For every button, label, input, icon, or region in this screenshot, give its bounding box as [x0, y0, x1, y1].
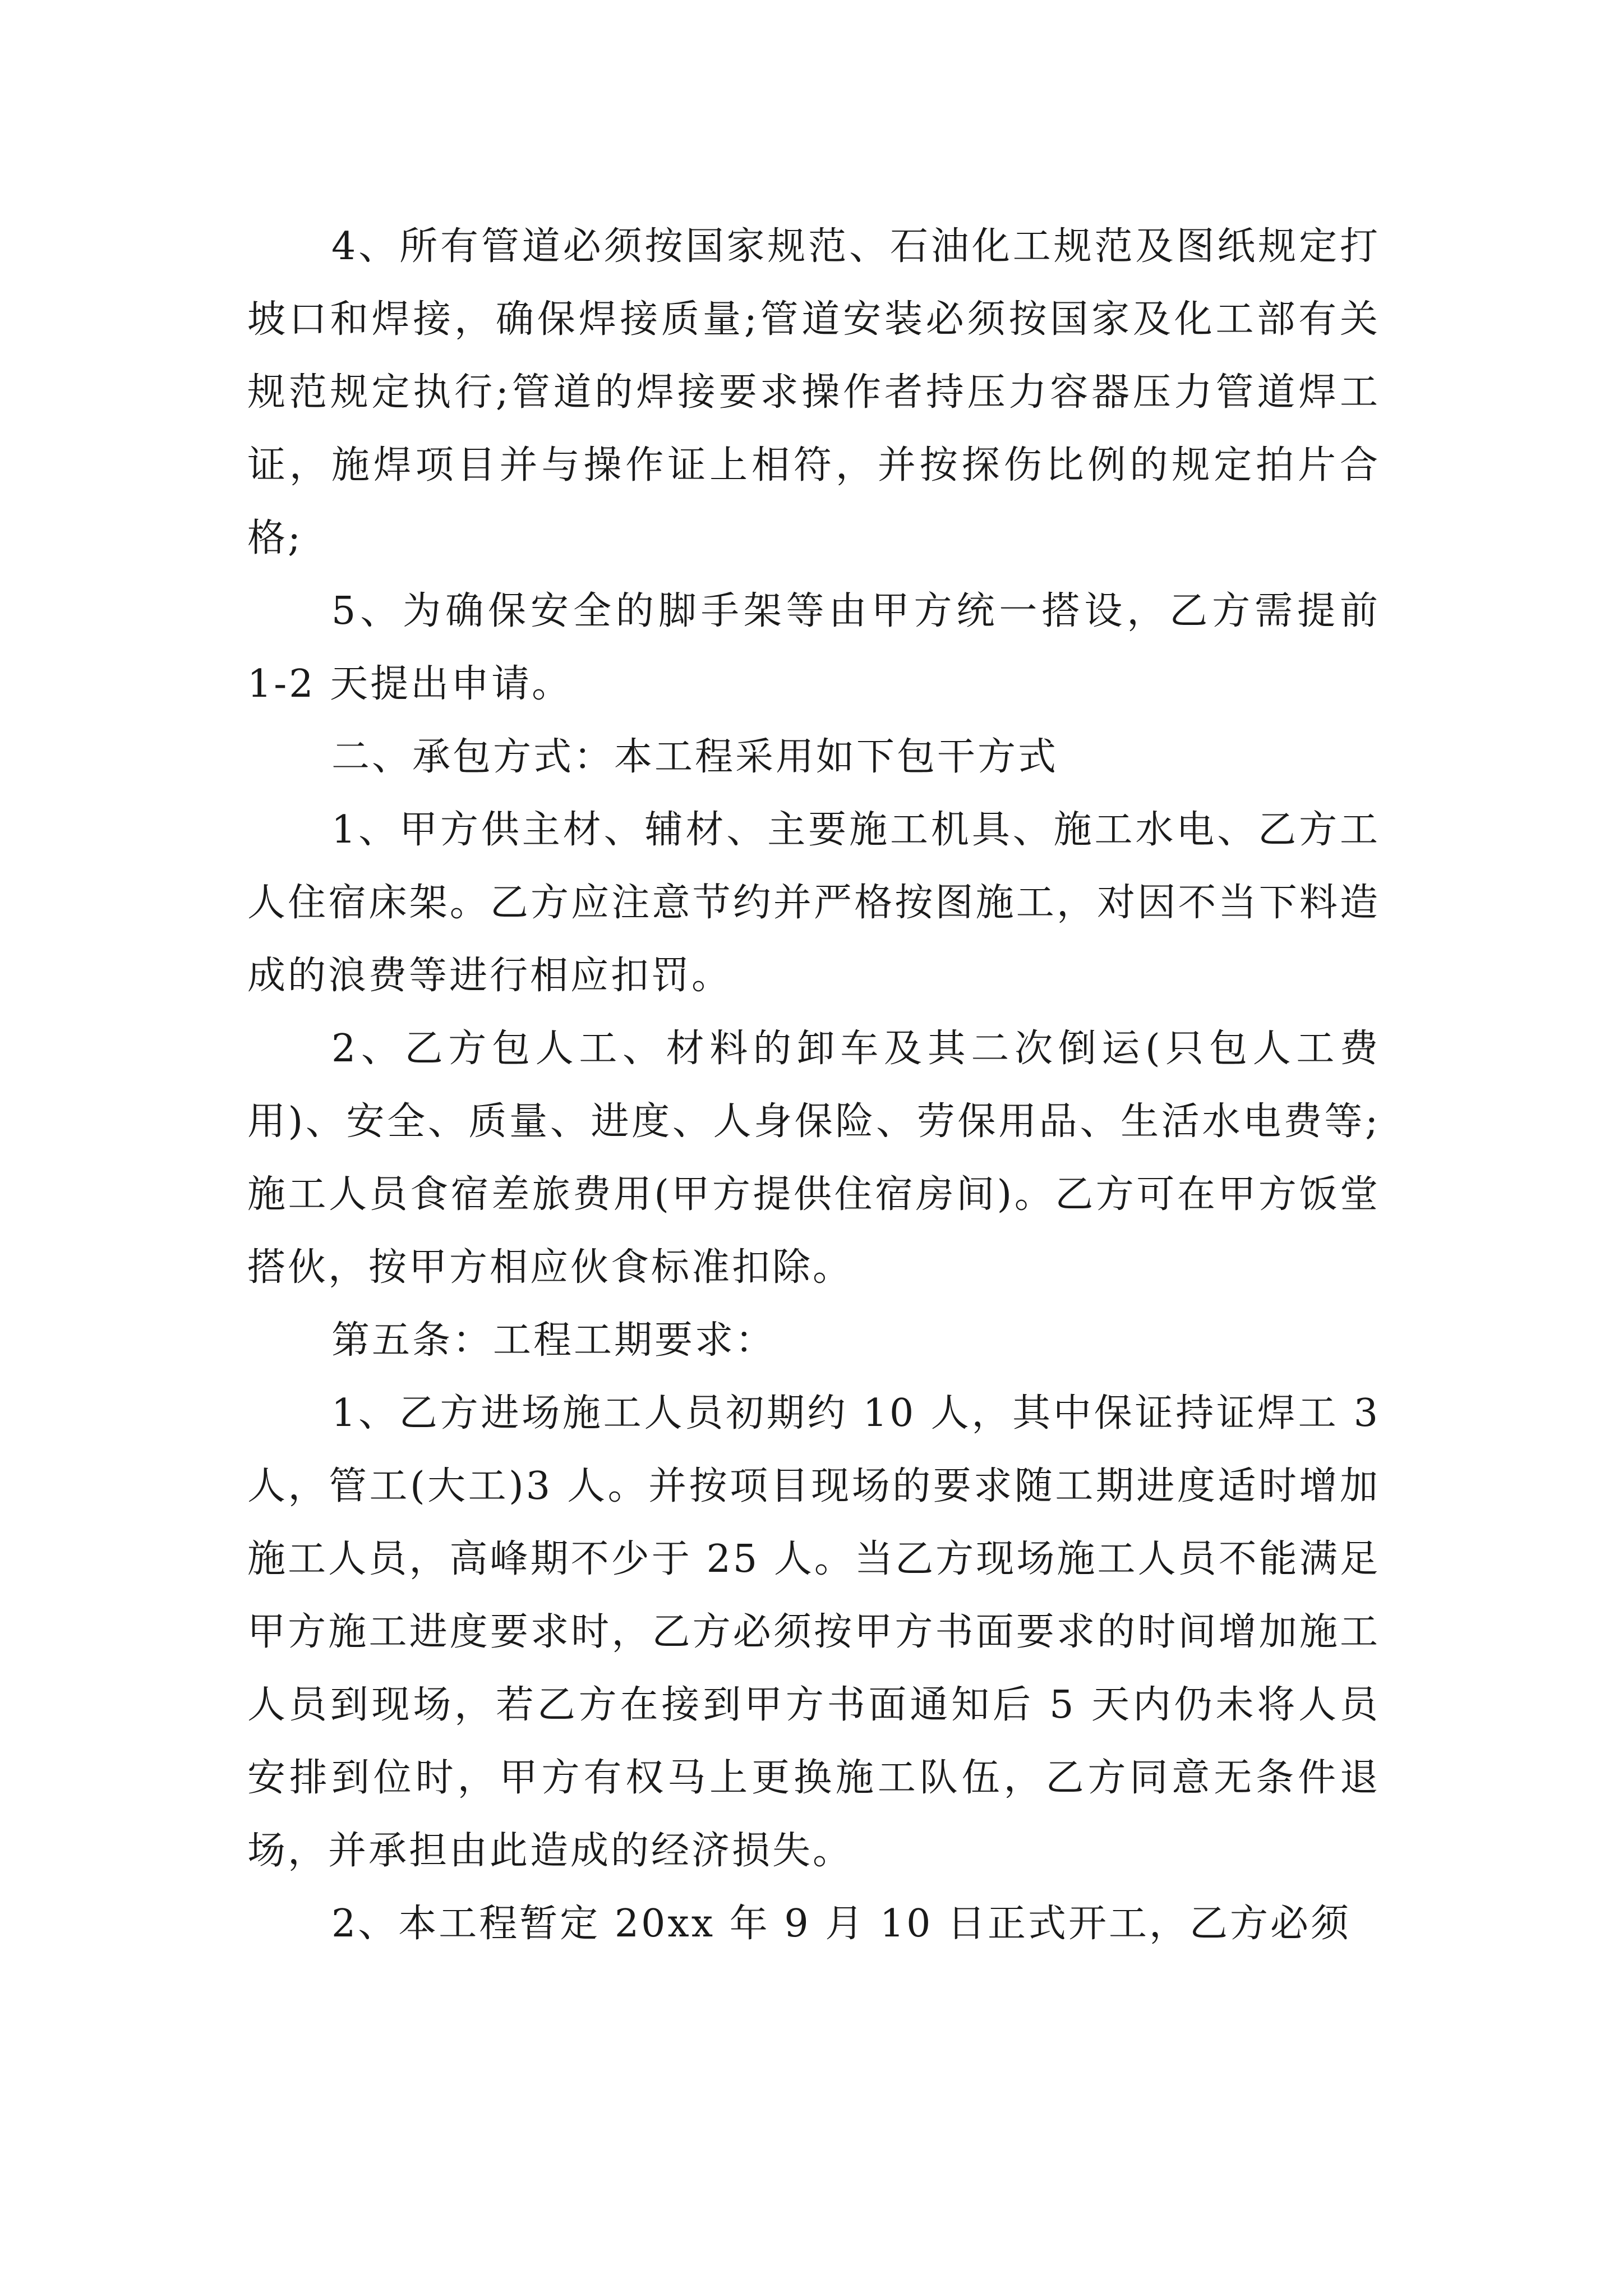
article-5-heading: 第五条：工程工期要求： — [331, 1318, 776, 1363]
schedule-item-1: 1、乙方进场施工人员初期约 10 人，其中保证持证焊工 3 人，管工(大工)3 人。并按项目现场的要求随工期进度适时增加施工人员，高峰期不少于 25 人。当乙方现场施工人员不能满足甲方施工进度要求时，乙方必须按甲方书面要求的时间增加施工人员到现场，若乙方在接到甲方书面通知后 5 天内仍未将人员安排到位时，甲方有权马上更换施工队伍，乙方同意无条件退场，并承担由此造成的经济损失。 — [247, 1391, 1380, 1873]
section-contract-method-heading: 二、承包方式：本工程采用如下包干方式 — [331, 735, 1059, 779]
clause-5-scaffolding: 5、为确保安全的脚手架等由甲方统一搭设，乙方需提前 1-2 天提出申请。 — [247, 589, 1380, 706]
contract-method-item-2: 2、乙方包人工、材料的卸车及其二次倒运(只包人工费用)、安全、质量、进度、人身保险、劳保用品、生活水电费等;施工人员食宿差旅费用(甲方提供住宿房间)。乙方可在甲方饭堂搭伙，按甲方相应伙食标准扣除。 — [247, 1027, 1380, 1290]
document-body — [247, 210, 1380, 1961]
clause-4-pipe-welding: 4、所有管道必须按国家规范、石油化工规范及图纸规定打坡口和焊接，确保焊接质量;管道安装必须按国家及化工部有关规范规定执行;管道的焊接要求操作者持压力容器压力管道焊工证，施焊项目并与操作证上相符，并按探伤比例的规定拍片合格; — [247, 224, 1380, 560]
schedule-item-2: 2、本工程暂定 20xx 年 9 月 10 日正式开工，乙方必须 — [331, 1902, 1351, 1946]
contract-method-item-1: 1、甲方供主材、辅材、主要施工机具、施工水电、乙方工人住宿床架。乙方应注意节约并严格按图施工，对因不当下料造成的浪费等进行相应扣罚。 — [247, 808, 1380, 998]
